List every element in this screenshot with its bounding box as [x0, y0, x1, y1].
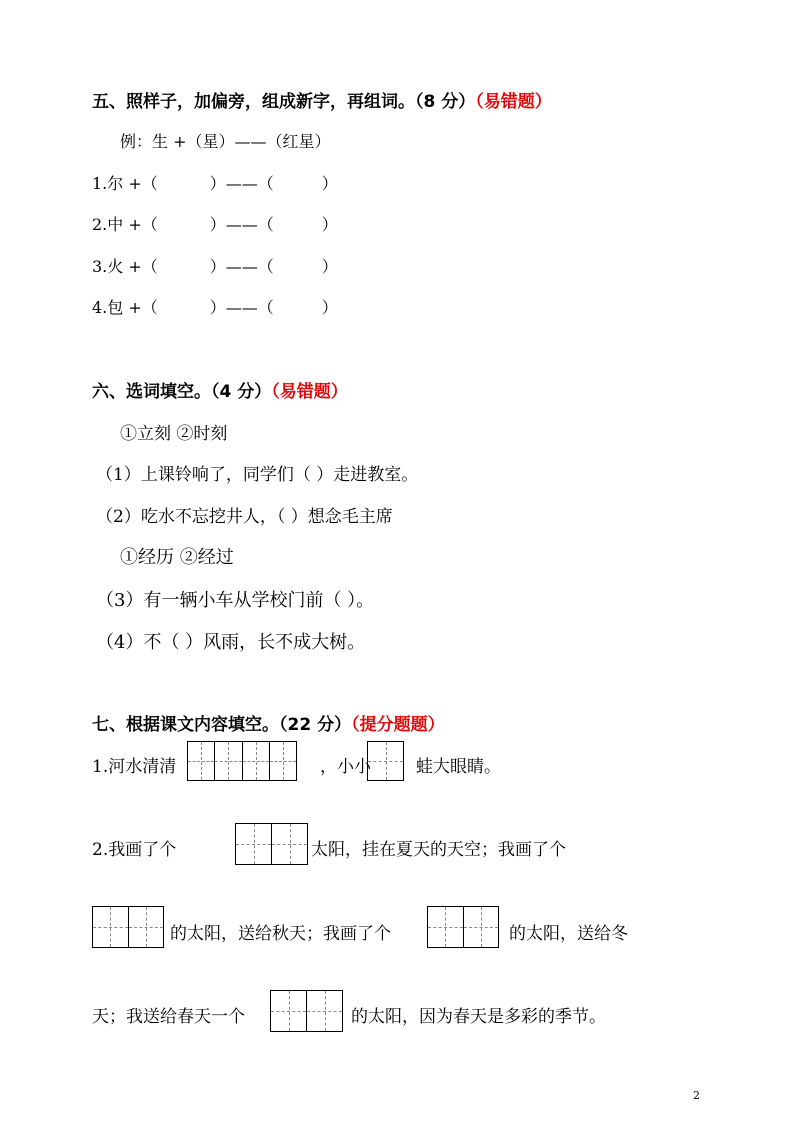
section6-options-1: ①立刻 ②时刻 — [120, 424, 228, 444]
fill-blank: ）——（ — [209, 174, 274, 193]
section7-heading — [92, 710, 445, 735]
section6-question-3: （3）有一辆小车从学校门前（ ）。 — [96, 590, 375, 611]
section7-line1-a: 1.河水清清 — [92, 757, 177, 777]
section7-line4-b: 的太阳，因为春天是多彩的季节。 — [351, 1007, 606, 1027]
section7-tag: （提分题题） — [351, 715, 445, 735]
section6-question-2: （2）吃水不忘挖井人，（ ）想念毛主席 — [96, 507, 393, 527]
section6-title: 六、选词填空。（4 分） — [92, 382, 272, 402]
section7-title: 七、根据课文内容填空。（22 分） — [92, 715, 352, 735]
writing-grid-1[interactable] — [367, 741, 404, 781]
section6-question-1: （1）上课铃响了，同学们（ ）走进教室。 — [96, 465, 419, 485]
section7-line3-a: 的太阳，送给秋天；我画了个 — [170, 924, 391, 944]
section5-item-1: 1.尔 +（ ）——（ ） — [92, 174, 338, 193]
section7-line2-b: 太阳，挂在夏天的天空；我画了个 — [311, 840, 566, 860]
fill-blank: ）——（ — [209, 257, 274, 276]
writing-grid-2[interactable] — [270, 990, 343, 1032]
section5-item-2: 2.中 +（ ）——（ ） — [92, 215, 338, 234]
writing-grid-2[interactable] — [427, 906, 499, 948]
section5-heading — [92, 87, 552, 112]
section7-line3-b: 的太阳，送给冬 — [509, 924, 628, 944]
fill-blank: ）——（ — [209, 298, 274, 317]
section5-title: 五、照样子，加偏旁，组成新字，再组词。（8 分） — [92, 92, 476, 112]
page-number: 2 — [693, 1089, 700, 1102]
writing-grid-4[interactable] — [187, 741, 297, 781]
section6-question-4: （4）不（ ）风雨，长不成大树。 — [96, 632, 366, 653]
section7-line2-a: 2.我画了个 — [92, 840, 177, 860]
section6-tag: （易错题） — [271, 382, 348, 402]
fill-blank: ）——（ — [209, 215, 274, 234]
section5-item-4: 4.包 +（ ）——（ ） — [92, 298, 338, 317]
section7-line4-a: 天；我送给春天一个 — [92, 1007, 245, 1027]
section5-example: 例：生 +（星）——（红星） — [120, 132, 331, 151]
section5-item-3: 3.火 +（ ）——（ ） — [92, 257, 338, 276]
section5-tag: （易错题） — [475, 92, 552, 112]
section6-options-2: ①经历 ②经过 — [120, 547, 234, 568]
writing-grid-2[interactable] — [235, 823, 308, 865]
section7-line1-b: ，小小 — [320, 757, 371, 777]
section6-heading — [92, 377, 348, 402]
section7-line1-c: 蛙大眼睛。 — [416, 757, 501, 777]
writing-grid-2[interactable] — [92, 906, 164, 948]
